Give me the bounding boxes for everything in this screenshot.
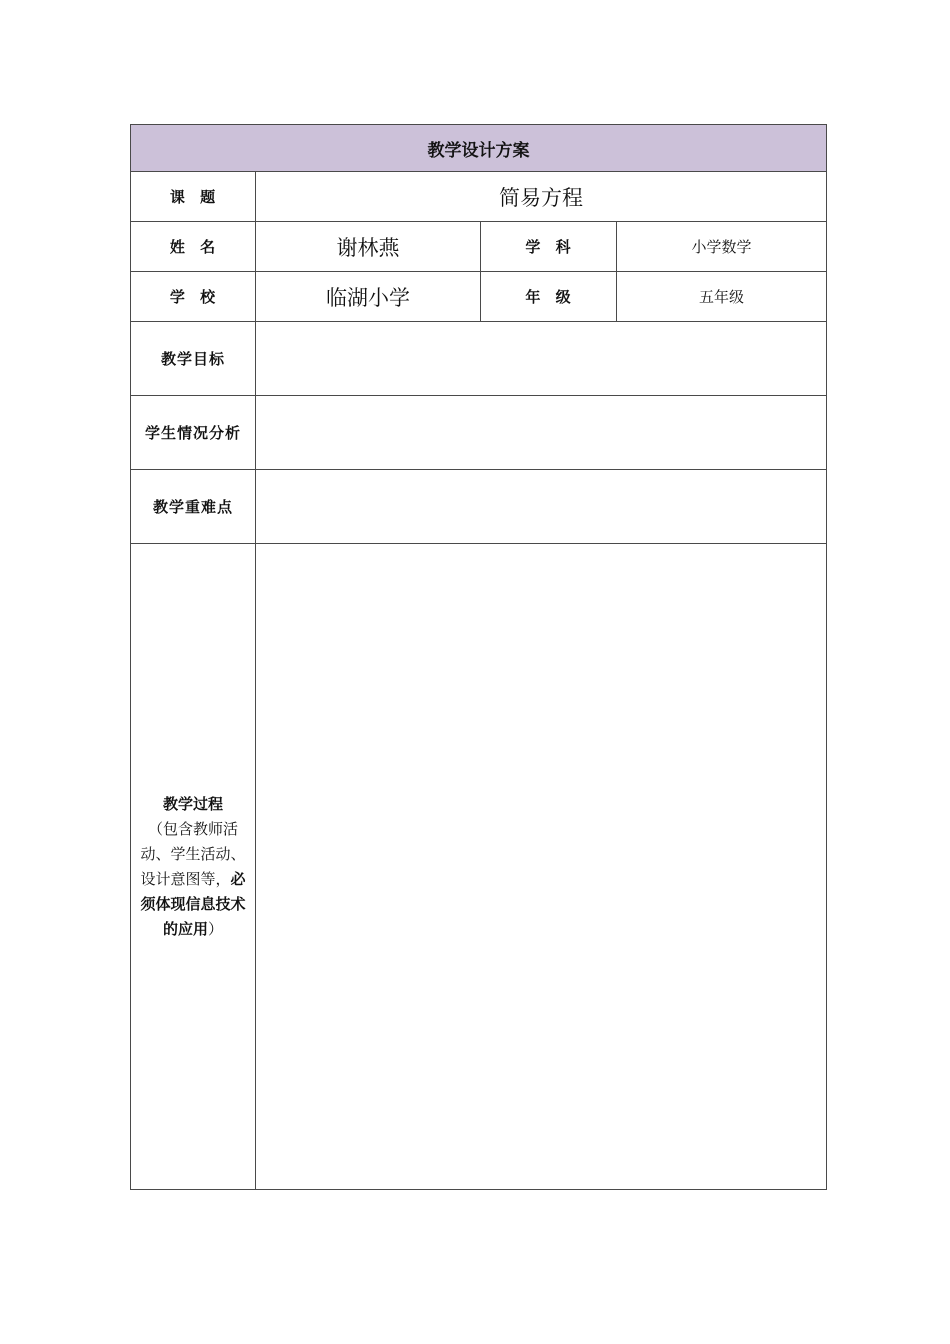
process-label-note: （包含教师活动、学生活动、设计意图等， <box>140 819 246 888</box>
key-points-label: 教学重难点 <box>131 470 256 544</box>
topic-value: 简易方程 <box>256 172 827 222</box>
topic-label: 课 题 <box>131 172 256 222</box>
process-content <box>256 544 827 1190</box>
process-label-emphasis: 必须体现信息技术的应用 <box>140 869 246 938</box>
process-label-close: ） <box>208 919 224 938</box>
student-analysis-label: 学生情况分析 <box>131 396 256 470</box>
grade-value: 五年级 <box>617 272 827 322</box>
subject-label: 学 科 <box>481 222 617 272</box>
process-label <box>131 544 256 1190</box>
objectives-label: 教学目标 <box>131 322 256 396</box>
student-analysis-content <box>256 396 827 470</box>
key-points-content <box>256 470 827 544</box>
objectives-content <box>256 322 827 396</box>
table-title: 教学设计方案 <box>131 125 827 172</box>
lesson-plan-table <box>130 124 827 1190</box>
school-value: 临湖小学 <box>256 272 481 322</box>
subject-value: 小学数学 <box>617 222 827 272</box>
school-label: 学 校 <box>131 272 256 322</box>
grade-label: 年 级 <box>481 272 617 322</box>
name-value: 谢林燕 <box>256 222 481 272</box>
name-label: 姓 名 <box>131 222 256 272</box>
process-label-title: 教学过程 <box>162 794 223 813</box>
